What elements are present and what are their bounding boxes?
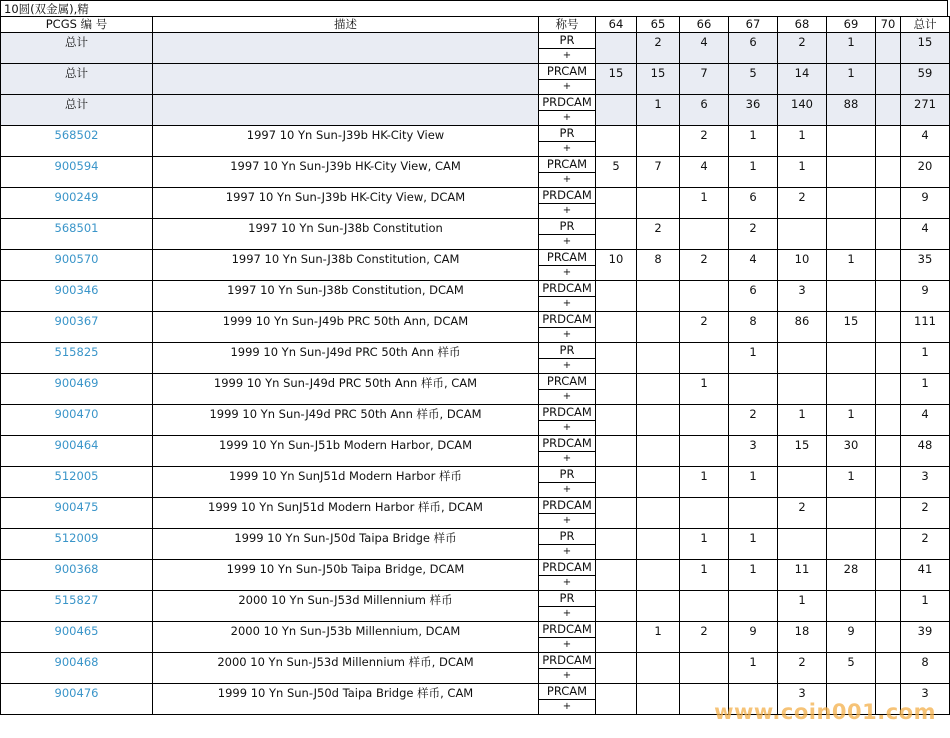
grade-count — [876, 64, 901, 95]
pcgs-number-link[interactable]: 512005 — [1, 467, 153, 498]
grade-count — [637, 188, 680, 219]
grade-count — [827, 126, 876, 157]
row-total: 9 — [901, 188, 950, 219]
grade-count — [637, 498, 680, 529]
pcgs-number-link[interactable]: 900594 — [1, 157, 153, 188]
grade-count: 18 — [778, 622, 827, 653]
grade-count: 5 — [729, 64, 778, 95]
plus-mark: + — [539, 173, 596, 188]
grade-count — [637, 560, 680, 591]
grade-count: 30 — [827, 436, 876, 467]
grade-count — [876, 219, 901, 250]
grade-count — [680, 281, 729, 312]
plus-mark: + — [539, 359, 596, 374]
grade-count — [596, 467, 637, 498]
grade-count — [876, 498, 901, 529]
plus-mark: + — [539, 545, 596, 560]
grade-count — [680, 343, 729, 374]
row-total: 8 — [901, 653, 950, 684]
row-total: 3 — [901, 684, 950, 715]
grade-count: 1 — [680, 560, 729, 591]
plus-mark: + — [539, 638, 596, 653]
grade-count — [596, 33, 637, 64]
grade-count: 4 — [729, 250, 778, 281]
grade-count: 5 — [827, 653, 876, 684]
pcgs-number-link[interactable]: 900475 — [1, 498, 153, 529]
grade-count: 1 — [680, 529, 729, 560]
grade-count: 8 — [729, 312, 778, 343]
designation: PR — [539, 33, 596, 49]
pcgs-number-link[interactable]: 900464 — [1, 436, 153, 467]
table-row — [1, 591, 950, 607]
plus-mark: + — [539, 235, 596, 250]
grade-count — [827, 281, 876, 312]
grade-count — [596, 436, 637, 467]
grade-count: 1 — [729, 529, 778, 560]
grade-count — [680, 219, 729, 250]
grade-count: 1 — [680, 374, 729, 405]
grade-count — [876, 653, 901, 684]
grade-count: 1 — [637, 95, 680, 126]
plus-mark: + — [539, 204, 596, 219]
watermark: www.coin001.com — [714, 700, 936, 724]
grade-count — [596, 126, 637, 157]
row-total: 1 — [901, 343, 950, 374]
grade-count — [680, 405, 729, 436]
grade-count: 3 — [729, 436, 778, 467]
total-row — [1, 64, 950, 80]
table-row — [1, 436, 950, 452]
coin-description: 1997 10 Yn Sun-J38b Constitution, CAM — [153, 250, 539, 281]
coin-description: 1999 10 Yn Sun-J51b Modern Harbor, DCAM — [153, 436, 539, 467]
grade-count: 1 — [778, 591, 827, 622]
grade-count: 9 — [827, 622, 876, 653]
header-pcgs: PCGS 编 号 — [1, 17, 153, 33]
grade-count: 7 — [680, 64, 729, 95]
coin-description: 1999 10 Yn Sun-J50d Taipa Bridge 样币 — [153, 529, 539, 560]
coin-description — [153, 33, 539, 64]
plus-mark: + — [539, 328, 596, 343]
table-row — [1, 498, 950, 514]
plus-mark: + — [539, 452, 596, 467]
table-row — [1, 281, 950, 297]
row-total: 15 — [901, 33, 950, 64]
grade-count — [827, 157, 876, 188]
coin-description: 1999 10 Yn SunJ51d Modern Harbor 样币, DCAM — [153, 498, 539, 529]
row-total: 3 — [901, 467, 950, 498]
plus-mark: + — [539, 607, 596, 622]
grade-count: 1 — [729, 653, 778, 684]
grade-count: 86 — [778, 312, 827, 343]
grade-count — [876, 312, 901, 343]
grade-count: 3 — [778, 281, 827, 312]
designation: PR — [539, 529, 596, 545]
table-row — [1, 622, 950, 638]
row-total: 271 — [901, 95, 950, 126]
designation: PRDCAM — [539, 622, 596, 638]
pcgs-number-link[interactable]: 900367 — [1, 312, 153, 343]
plus-mark: + — [539, 49, 596, 64]
designation: PR — [539, 591, 596, 607]
grade-count — [876, 126, 901, 157]
table-row — [1, 188, 950, 204]
row-total: 35 — [901, 250, 950, 281]
row-total: 111 — [901, 312, 950, 343]
grade-count — [596, 560, 637, 591]
grade-count: 1 — [827, 467, 876, 498]
grade-count: 1 — [680, 467, 729, 498]
plus-mark: + — [539, 390, 596, 405]
grade-count — [637, 343, 680, 374]
grade-count — [680, 653, 729, 684]
grade-count — [596, 343, 637, 374]
grade-count — [596, 374, 637, 405]
grade-count: 1 — [729, 467, 778, 498]
header-designation: 称号 — [539, 17, 596, 33]
designation: PRCAM — [539, 684, 596, 700]
coin-description: 1999 10 Yn Sun-J49d PRC 50th Ann 样币, CAM — [153, 374, 539, 405]
pcgs-number-link[interactable]: 515827 — [1, 591, 153, 622]
grade-count: 2 — [729, 405, 778, 436]
grade-count — [778, 219, 827, 250]
coin-description — [153, 95, 539, 126]
pcgs-number-link[interactable]: 900469 — [1, 374, 153, 405]
plus-mark: + — [539, 483, 596, 498]
grade-count: 14 — [778, 64, 827, 95]
table-row — [1, 405, 950, 421]
grade-count: 4 — [680, 157, 729, 188]
grade-count — [729, 591, 778, 622]
coin-description: 1999 10 Yn Sun-J49b PRC 50th Ann, DCAM — [153, 312, 539, 343]
grade-count: 6 — [680, 95, 729, 126]
pcgs-number-link[interactable]: 900468 — [1, 653, 153, 684]
grade-count: 1 — [729, 560, 778, 591]
designation: PRDCAM — [539, 281, 596, 297]
row-total: 2 — [901, 498, 950, 529]
coin-description: 2000 10 Yn Sun-J53d Millennium 样币, DCAM — [153, 653, 539, 684]
header-grade: 64 — [596, 17, 637, 33]
grade-count — [876, 436, 901, 467]
grade-count: 2 — [637, 33, 680, 64]
plus-mark: + — [539, 80, 596, 95]
grade-count — [876, 33, 901, 64]
grade-count: 9 — [729, 622, 778, 653]
coin-description: 1997 10 Yn Sun-J39b HK-City View, CAM — [153, 157, 539, 188]
header-grade: 70 — [876, 17, 901, 33]
grade-count — [596, 219, 637, 250]
coin-description — [153, 64, 539, 95]
pcgs-number-link[interactable]: 900249 — [1, 188, 153, 219]
total-label: 总计 — [1, 33, 153, 64]
grade-count — [680, 498, 729, 529]
grade-count: 2 — [778, 498, 827, 529]
row-total: 39 — [901, 622, 950, 653]
grade-count — [637, 281, 680, 312]
grade-count — [827, 529, 876, 560]
grade-count — [876, 374, 901, 405]
grade-count — [596, 188, 637, 219]
grade-count — [827, 374, 876, 405]
pcgs-number-link[interactable]: 568501 — [1, 219, 153, 250]
grade-count — [637, 312, 680, 343]
coin-description: 1997 10 Yn Sun-J39b HK-City View, DCAM — [153, 188, 539, 219]
grade-count — [827, 591, 876, 622]
row-total: 20 — [901, 157, 950, 188]
row-total: 9 — [901, 281, 950, 312]
coin-description: 1999 10 Yn Sun-J50b Taipa Bridge, DCAM — [153, 560, 539, 591]
designation: PRDCAM — [539, 95, 596, 111]
coin-description: 2000 10 Yn Sun-J53d Millennium 样币 — [153, 591, 539, 622]
designation: PR — [539, 467, 596, 483]
grade-count — [637, 653, 680, 684]
table-row — [1, 560, 950, 576]
pcgs-number-link[interactable]: 900465 — [1, 622, 153, 653]
table-row — [1, 157, 950, 173]
grade-count: 11 — [778, 560, 827, 591]
pcgs-number-link[interactable]: 515825 — [1, 343, 153, 374]
table-body — [1, 33, 950, 715]
grade-count — [729, 374, 778, 405]
table-row — [1, 374, 950, 390]
row-total: 4 — [901, 219, 950, 250]
grade-count: 2 — [680, 126, 729, 157]
grade-count: 2 — [680, 250, 729, 281]
grade-count: 36 — [729, 95, 778, 126]
grade-count — [596, 591, 637, 622]
grade-count: 28 — [827, 560, 876, 591]
grade-count: 140 — [778, 95, 827, 126]
grade-count — [596, 622, 637, 653]
grade-count: 2 — [680, 622, 729, 653]
grade-count: 1 — [827, 33, 876, 64]
grade-count — [827, 343, 876, 374]
grade-count — [778, 529, 827, 560]
pcgs-number-link[interactable]: 900368 — [1, 560, 153, 591]
designation: PRCAM — [539, 157, 596, 173]
header-total: 总计 — [901, 17, 950, 33]
grade-count — [876, 250, 901, 281]
total-label: 总计 — [1, 64, 153, 95]
grade-count — [827, 219, 876, 250]
grade-count — [876, 281, 901, 312]
grade-count: 1 — [729, 343, 778, 374]
grade-count — [596, 653, 637, 684]
header-grade: 66 — [680, 17, 729, 33]
plus-mark: + — [539, 297, 596, 312]
grade-count: 15 — [778, 436, 827, 467]
coin-description: 1997 10 Yn Sun-J38b Constitution, DCAM — [153, 281, 539, 312]
coin-description: 1999 10 Yn Sun-J50d Taipa Bridge 样币, CAM — [153, 684, 539, 715]
grade-count: 1 — [729, 157, 778, 188]
row-total: 4 — [901, 126, 950, 157]
designation: PRDCAM — [539, 405, 596, 421]
grade-count — [637, 467, 680, 498]
pcgs-number-link[interactable]: 900570 — [1, 250, 153, 281]
grade-count: 15 — [637, 64, 680, 95]
grade-count — [778, 374, 827, 405]
grade-count — [680, 591, 729, 622]
grade-count: 88 — [827, 95, 876, 126]
pcgs-number-link[interactable]: 900476 — [1, 684, 153, 715]
header-grade: 65 — [637, 17, 680, 33]
grade-count — [596, 684, 637, 715]
coin-description: 1999 10 Yn SunJ51d Modern Harbor 样币 — [153, 467, 539, 498]
grade-count: 3 — [778, 684, 827, 715]
grade-count: 6 — [729, 33, 778, 64]
grade-count — [637, 126, 680, 157]
grade-count: 2 — [778, 653, 827, 684]
grade-count: 4 — [680, 33, 729, 64]
designation: PRDCAM — [539, 312, 596, 328]
grade-count: 2 — [637, 219, 680, 250]
grade-count: 6 — [729, 188, 778, 219]
grade-count — [596, 312, 637, 343]
plus-mark: + — [539, 669, 596, 684]
grade-count: 6 — [729, 281, 778, 312]
grade-count: 1 — [680, 188, 729, 219]
plus-mark: + — [539, 421, 596, 436]
grade-count — [876, 591, 901, 622]
table-row — [1, 684, 950, 700]
table-caption: 10圆(双金属),精 — [0, 0, 948, 16]
grade-count — [876, 188, 901, 219]
plus-mark: + — [539, 266, 596, 281]
grade-count — [876, 343, 901, 374]
coin-description: 1997 10 Yn Sun-J39b HK-City View — [153, 126, 539, 157]
designation: PRCAM — [539, 374, 596, 390]
row-total: 41 — [901, 560, 950, 591]
header-desc: 描述 — [153, 17, 539, 33]
header-grade: 69 — [827, 17, 876, 33]
grade-count — [596, 529, 637, 560]
designation: PR — [539, 126, 596, 142]
table-row — [1, 529, 950, 545]
designation: PRDCAM — [539, 436, 596, 452]
table-row — [1, 467, 950, 483]
grade-count: 1 — [827, 64, 876, 95]
total-row — [1, 33, 950, 49]
designation: PR — [539, 219, 596, 235]
grade-count: 10 — [778, 250, 827, 281]
table-row — [1, 653, 950, 669]
grade-count — [778, 343, 827, 374]
row-total: 4 — [901, 405, 950, 436]
grade-count: 1 — [827, 405, 876, 436]
grade-count: 2 — [778, 188, 827, 219]
grade-count: 2 — [680, 312, 729, 343]
grade-count: 15 — [827, 312, 876, 343]
table-row — [1, 250, 950, 266]
plus-mark: + — [539, 514, 596, 529]
plus-mark: + — [539, 142, 596, 157]
pcgs-number-link[interactable]: 512009 — [1, 529, 153, 560]
pcgs-number-link[interactable]: 900346 — [1, 281, 153, 312]
plus-mark: + — [539, 111, 596, 126]
total-row — [1, 95, 950, 111]
grade-count — [637, 374, 680, 405]
grade-count: 1 — [778, 157, 827, 188]
row-total: 1 — [901, 591, 950, 622]
grade-count: 15 — [596, 64, 637, 95]
grade-count — [876, 157, 901, 188]
grade-count — [729, 498, 778, 529]
header-grade: 67 — [729, 17, 778, 33]
grade-count: 5 — [596, 157, 637, 188]
table-row — [1, 312, 950, 328]
grade-count: 7 — [637, 157, 680, 188]
plus-mark: + — [539, 576, 596, 591]
grade-count — [876, 405, 901, 436]
grade-count: 10 — [596, 250, 637, 281]
row-total: 59 — [901, 64, 950, 95]
table-row — [1, 219, 950, 235]
plus-mark: + — [539, 700, 596, 715]
grade-count — [637, 529, 680, 560]
row-total: 1 — [901, 374, 950, 405]
grade-count — [827, 498, 876, 529]
grade-count — [827, 188, 876, 219]
grade-count: 1 — [778, 126, 827, 157]
header-grade: 68 — [778, 17, 827, 33]
designation: PRDCAM — [539, 653, 596, 669]
grade-count — [596, 405, 637, 436]
pcgs-number-link[interactable]: 568502 — [1, 126, 153, 157]
grade-count — [876, 467, 901, 498]
designation: PRCAM — [539, 250, 596, 266]
designation: PRDCAM — [539, 560, 596, 576]
grade-count — [637, 591, 680, 622]
grade-count: 2 — [729, 219, 778, 250]
total-label: 总计 — [1, 95, 153, 126]
pcgs-number-link[interactable]: 900470 — [1, 405, 153, 436]
row-total: 2 — [901, 529, 950, 560]
grade-count: 1 — [729, 126, 778, 157]
grade-count — [637, 436, 680, 467]
grade-count — [680, 436, 729, 467]
grade-count — [637, 405, 680, 436]
designation: PRDCAM — [539, 188, 596, 204]
grade-count — [876, 529, 901, 560]
grade-count — [637, 684, 680, 715]
table-row — [1, 126, 950, 142]
grade-count — [596, 281, 637, 312]
grade-count — [596, 498, 637, 529]
grade-count: 1 — [637, 622, 680, 653]
designation: PRCAM — [539, 64, 596, 80]
grade-count — [778, 467, 827, 498]
coin-description: 2000 10 Yn Sun-J53b Millennium, DCAM — [153, 622, 539, 653]
header-row — [1, 17, 950, 33]
grade-count: 1 — [778, 405, 827, 436]
table-row — [1, 343, 950, 359]
grade-count — [876, 622, 901, 653]
coin-description: 1997 10 Yn Sun-J38b Constitution — [153, 219, 539, 250]
population-table — [0, 16, 950, 715]
row-total: 48 — [901, 436, 950, 467]
designation: PRDCAM — [539, 498, 596, 514]
grade-count: 1 — [827, 250, 876, 281]
grade-count: 8 — [637, 250, 680, 281]
grade-count: 2 — [778, 33, 827, 64]
coin-description: 1999 10 Yn Sun-J49d PRC 50th Ann 样币, DCAM — [153, 405, 539, 436]
grade-count — [876, 560, 901, 591]
coin-description: 1999 10 Yn Sun-J49d PRC 50th Ann 样币 — [153, 343, 539, 374]
designation: PR — [539, 343, 596, 359]
grade-count — [596, 95, 637, 126]
grade-count — [876, 95, 901, 126]
